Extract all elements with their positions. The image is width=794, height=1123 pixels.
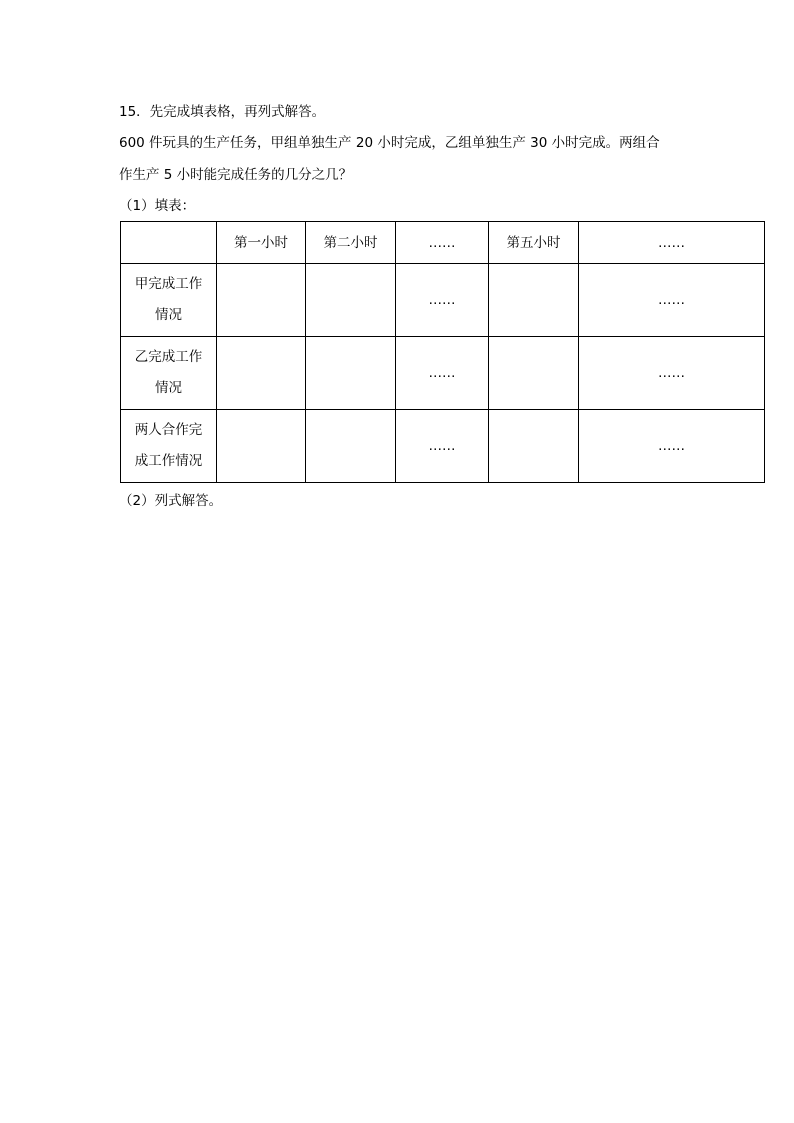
- answer-cell[interactable]: [489, 410, 579, 483]
- table-header-row: [121, 222, 765, 264]
- answer-cell[interactable]: [306, 264, 396, 337]
- ellipsis-cell: ……: [396, 410, 489, 483]
- row-label: 两人合作完成工作情况: [134, 422, 203, 469]
- header-cell-ellipsis: ……: [396, 222, 489, 264]
- row-label: 乙完成工作情况: [134, 349, 203, 396]
- part-1-label: （1）填表：: [119, 198, 196, 214]
- answer-cell[interactable]: [489, 264, 579, 337]
- ellipsis-cell: ……: [396, 264, 489, 337]
- answer-cell[interactable]: [306, 337, 396, 410]
- header-cell-hour-1: 第一小时: [217, 222, 306, 264]
- row-label: 甲完成工作情况: [134, 276, 203, 323]
- problem-text-line-1: 600 件玩具的生产任务，甲组单独生产 20 小时完成，乙组单独生产 30 小时完成。两组合: [119, 135, 660, 151]
- answer-cell[interactable]: [306, 410, 396, 483]
- answer-cell[interactable]: [217, 264, 306, 337]
- part-2-label: （2）列式解答。: [119, 493, 223, 509]
- header-cell-ellipsis: ……: [579, 222, 765, 264]
- work-table: [120, 221, 765, 483]
- header-cell-blank: [121, 222, 217, 264]
- answer-cell[interactable]: [217, 337, 306, 410]
- ellipsis-cell: ……: [579, 337, 765, 410]
- row-label-cell: [121, 410, 217, 483]
- row-label-cell: [121, 337, 217, 410]
- header-cell-hour-5: 第五小时: [489, 222, 579, 264]
- table-row: [121, 264, 765, 337]
- table-row: [121, 410, 765, 483]
- row-label-cell: [121, 264, 217, 337]
- answer-cell[interactable]: [217, 410, 306, 483]
- ellipsis-cell: ……: [396, 337, 489, 410]
- ellipsis-cell: ……: [579, 264, 765, 337]
- problem-text-line-2: 作生产 5 小时能完成任务的几分之几？: [119, 167, 353, 183]
- header-cell-hour-2: 第二小时: [306, 222, 396, 264]
- answer-cell[interactable]: [489, 337, 579, 410]
- table-row: [121, 337, 765, 410]
- question-title: 15．先完成填表格，再列式解答。: [119, 104, 326, 120]
- ellipsis-cell: ……: [579, 410, 765, 483]
